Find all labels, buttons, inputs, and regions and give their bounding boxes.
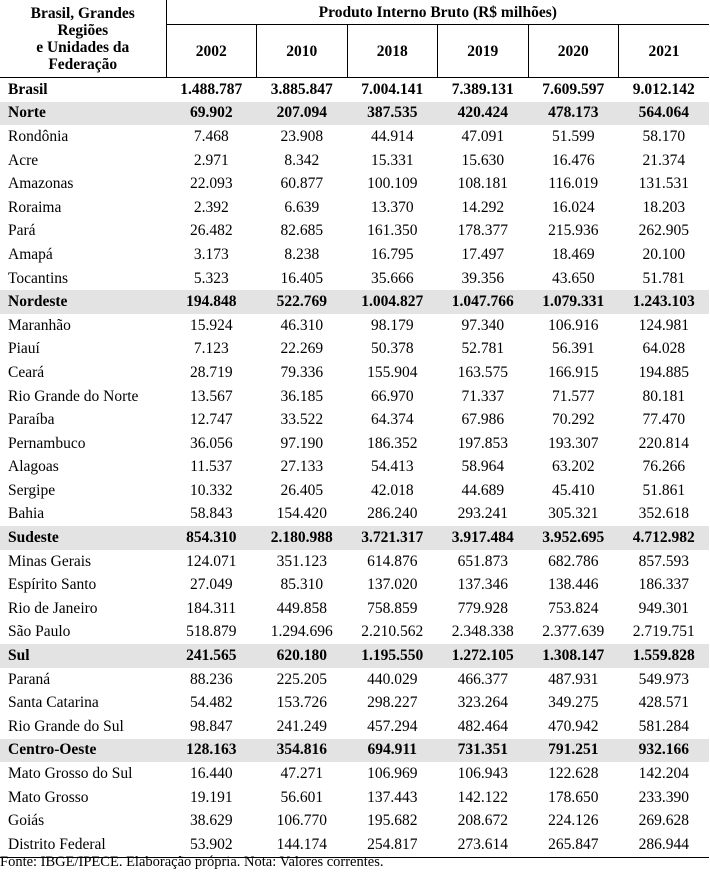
gdp-value-cell: 220.814 — [638, 434, 689, 452]
gdp-value-cell: 2.348.338 — [451, 623, 514, 641]
year-header: 2021 — [619, 25, 710, 78]
gdp-value-cell: 100.109 — [367, 175, 418, 193]
corner-header-line: Brasil, Grandes — [30, 4, 135, 22]
gdp-value-cell: 3.917.484 — [438, 526, 529, 550]
gdp-value-cell: 128.163 — [166, 739, 257, 763]
gdp-value-cell: 124.071 — [186, 552, 237, 570]
gdp-value-cell: 3.885.847 — [270, 80, 333, 98]
gdp-value-cell: 215.936 — [548, 222, 599, 240]
row-label: Norte — [0, 102, 166, 126]
gdp-value-cell: 8.342 — [284, 151, 320, 169]
gdp-value-cell: 620.180 — [257, 644, 348, 668]
gdp-value-cell: 466.377 — [457, 670, 508, 688]
gdp-value-cell: 7.609.597 — [542, 80, 605, 98]
gdp-value-cell: 16.440 — [189, 765, 233, 783]
gdp-value-cell: 28.719 — [189, 363, 233, 381]
table-row — [0, 408, 709, 432]
gdp-value-cell: 13.567 — [189, 387, 233, 405]
row-label: Pernambuco — [8, 434, 86, 452]
gdp-value-cell: 98.179 — [370, 316, 414, 334]
gdp-value-cell: 23.908 — [280, 127, 324, 145]
gdp-value-cell: 482.464 — [457, 717, 508, 735]
row-label: Sergipe — [8, 481, 56, 499]
year-header: 2018 — [347, 25, 438, 78]
row-label: Piauí — [8, 340, 40, 358]
gdp-value-cell: 144.174 — [257, 833, 348, 857]
gdp-value-cell: 10.332 — [189, 481, 233, 499]
gdp-value-cell: 137.020 — [367, 576, 418, 594]
table-row — [0, 196, 709, 220]
gdp-value-cell: 1.004.827 — [347, 290, 438, 314]
gdp-value-cell: 53.902 — [166, 833, 257, 857]
row-label: Tocantins — [8, 269, 69, 287]
gdp-value-cell: 52.781 — [461, 340, 505, 358]
row-label: Rio de Janeiro — [8, 599, 98, 617]
row-label: Santa Catarina — [8, 694, 99, 712]
gdp-value-cell: 351.123 — [276, 552, 327, 570]
gdp-value-cell: 178.377 — [457, 222, 508, 240]
gdp-value-cell: 36.056 — [189, 434, 233, 452]
gdp-value-cell: 142.204 — [638, 765, 689, 783]
gdp-value-cell: 487.931 — [548, 670, 599, 688]
gdp-value-cell: 20.100 — [642, 245, 686, 263]
gdp-value-cell: 293.241 — [457, 505, 508, 523]
region-row — [0, 102, 709, 126]
table-row — [0, 597, 709, 621]
gdp-value-cell: 854.310 — [166, 526, 257, 550]
gdp-value-cell: 791.251 — [528, 739, 619, 763]
gdp-value-cell: 7.468 — [193, 127, 229, 145]
gdp-value-cell: 758.859 — [367, 599, 418, 617]
table-row — [0, 220, 709, 244]
gdp-value-cell: 682.786 — [548, 552, 599, 570]
row-label: Goiás — [8, 812, 45, 830]
gdp-value-cell: 197.853 — [457, 434, 508, 452]
source-note: Fonte: IBGE/IPECE. Elaboração própria. Nota: Valores correntes. — [0, 854, 384, 870]
gdp-value-cell: 42.018 — [370, 481, 414, 499]
gdp-value-cell: 22.269 — [280, 340, 324, 358]
table-row — [0, 456, 709, 480]
table-row — [0, 786, 709, 810]
table-row — [0, 621, 709, 645]
gdp-value-cell: 66.970 — [370, 387, 414, 405]
gdp-value-cell: 3.721.317 — [347, 526, 438, 550]
gdp-value-cell: 64.028 — [642, 340, 686, 358]
row-label: Roraima — [8, 198, 62, 216]
row-label: Amapá — [8, 245, 53, 263]
gdp-value-cell: 857.593 — [638, 552, 689, 570]
gdp-value-cell: 38.629 — [189, 812, 233, 830]
row-label: Pará — [8, 222, 36, 240]
gdp-value-cell: 186.337 — [638, 576, 689, 594]
gdp-value-cell: 7.123 — [193, 340, 229, 358]
table-row — [0, 479, 709, 503]
gdp-value-cell: 13.370 — [370, 198, 414, 216]
gdp-value-cell: 11.537 — [190, 458, 233, 476]
gdp-value-cell: 420.424 — [438, 102, 529, 126]
gdp-value-cell: 286.240 — [367, 505, 418, 523]
gdp-value-cell: 323.264 — [457, 694, 508, 712]
row-label: Paraíba — [8, 411, 55, 429]
row-label: Sudeste — [0, 526, 166, 550]
gdp-value-cell: 21.374 — [642, 151, 686, 169]
gdp-value-cell: 50.378 — [370, 340, 414, 358]
gdp-value-cell: 354.816 — [257, 739, 348, 763]
table-row — [0, 432, 709, 456]
gdp-value-cell: 71.577 — [551, 387, 595, 405]
gdp-value-cell: 194.848 — [166, 290, 257, 314]
corner-header-line: Federação — [48, 55, 118, 73]
gdp-value-cell: 1.243.103 — [619, 290, 710, 314]
gdp-value-cell: 186.352 — [367, 434, 418, 452]
gdp-value-cell: 60.877 — [280, 175, 324, 193]
year-header: 2002 — [166, 25, 257, 78]
region-row — [0, 290, 709, 314]
gdp-value-cell: 138.446 — [548, 576, 599, 594]
row-label: Mato Grosso do Sul — [8, 765, 133, 783]
gdp-value-cell: 269.628 — [638, 812, 689, 830]
table-row — [0, 361, 709, 385]
gdp-value-cell: 27.049 — [189, 576, 233, 594]
region-row — [0, 644, 709, 668]
row-label: Bahia — [8, 505, 45, 523]
gdp-value-cell: 478.173 — [528, 102, 619, 126]
row-label: Rondônia — [8, 127, 69, 145]
gdp-value-cell: 54.482 — [189, 694, 233, 712]
gdp-value-cell: 522.769 — [257, 290, 348, 314]
gdp-value-cell: 106.969 — [367, 765, 418, 783]
gdp-value-cell: 194.885 — [638, 363, 689, 381]
row-label: Mato Grosso — [8, 788, 89, 806]
gdp-value-cell: 76.266 — [642, 458, 686, 476]
table-header — [0, 0, 709, 78]
year-header: 2010 — [257, 25, 348, 78]
gdp-value-cell: 35.666 — [370, 269, 414, 287]
gdp-value-cell: 1.272.105 — [438, 644, 529, 668]
gdp-value-cell: 614.876 — [367, 552, 418, 570]
row-label: Nordeste — [0, 290, 166, 314]
gdp-value-cell: 122.628 — [548, 765, 599, 783]
gdp-value-cell: 184.311 — [186, 599, 237, 617]
gdp-value-cell: 137.346 — [457, 576, 508, 594]
gdp-value-cell: 549.973 — [638, 670, 689, 688]
row-label: São Paulo — [8, 623, 71, 641]
gdp-value-cell: 195.682 — [367, 812, 418, 830]
region-row — [0, 739, 709, 763]
gdp-value-cell: 694.911 — [347, 739, 438, 763]
gdp-value-cell: 98.847 — [189, 717, 233, 735]
gdp-value-cell: 88.236 — [189, 670, 233, 688]
gdp-value-cell: 142.122 — [457, 788, 508, 806]
gdp-value-cell: 225.205 — [276, 670, 327, 688]
gdp-value-cell: 233.390 — [638, 788, 689, 806]
gdp-value-cell: 56.391 — [551, 340, 595, 358]
gdp-value-cell: 949.301 — [638, 599, 689, 617]
gdp-value-cell: 224.126 — [548, 812, 599, 830]
gdp-value-cell: 166.915 — [548, 363, 599, 381]
gdp-value-cell: 58.170 — [642, 127, 686, 145]
gdp-value-cell: 17.497 — [461, 245, 505, 263]
row-label: Rio Grande do Norte — [8, 387, 139, 405]
gdp-value-cell: 6.639 — [284, 198, 320, 216]
gdp-value-cell: 2.180.988 — [257, 526, 348, 550]
gdp-value-cell: 2.719.751 — [632, 623, 695, 641]
gdp-value-cell: 265.847 — [528, 833, 619, 857]
gdp-value-cell: 69.902 — [166, 102, 257, 126]
gdp-value-cell: 51.861 — [642, 481, 686, 499]
gdp-value-cell: 8.238 — [284, 245, 320, 263]
gdp-value-cell: 178.650 — [548, 788, 599, 806]
gdp-value-cell: 58.843 — [189, 505, 233, 523]
gdp-value-cell: 163.575 — [457, 363, 508, 381]
table-row — [0, 762, 709, 786]
table-row — [0, 715, 709, 739]
region-row — [0, 526, 709, 550]
gdp-value-cell: 286.944 — [619, 833, 710, 857]
table-row — [0, 385, 709, 409]
gdp-value-cell: 51.599 — [551, 127, 595, 145]
table-row — [0, 668, 709, 692]
gdp-value-cell: 9.012.142 — [632, 80, 695, 98]
gdp-value-cell: 44.914 — [370, 127, 414, 145]
corner-header — [0, 0, 166, 78]
year-header: 2020 — [528, 25, 619, 78]
gdp-value-cell: 47.091 — [461, 127, 505, 145]
gdp-value-cell: 47.271 — [280, 765, 324, 783]
gdp-value-cell: 7.389.131 — [451, 80, 514, 98]
gdp-value-cell: 106.943 — [457, 765, 508, 783]
gdp-value-cell: 470.942 — [548, 717, 599, 735]
gdp-value-cell: 161.350 — [367, 222, 418, 240]
gdp-value-cell: 116.019 — [548, 175, 599, 193]
gdp-value-cell: 97.190 — [280, 434, 324, 452]
gdp-value-cell: 1.559.828 — [619, 644, 710, 668]
gdp-value-cell: 137.443 — [367, 788, 418, 806]
gdp-value-cell: 46.310 — [280, 316, 324, 334]
gdp-value-cell: 1.079.331 — [528, 290, 619, 314]
gdp-value-cell: 153.726 — [276, 694, 327, 712]
table-row — [0, 314, 709, 338]
gdp-value-cell: 449.858 — [276, 599, 327, 617]
gdp-value-cell: 2.971 — [193, 151, 229, 169]
gdp-value-cell: 298.227 — [367, 694, 418, 712]
gdp-value-cell: 71.337 — [461, 387, 505, 405]
gdp-value-cell: 731.351 — [438, 739, 529, 763]
gdp-value-cell: 457.294 — [367, 717, 418, 735]
row-label: Sul — [0, 644, 166, 668]
gdp-value-cell: 352.618 — [638, 505, 689, 523]
row-label: Acre — [8, 151, 39, 169]
table-row — [0, 243, 709, 267]
row-label: Distrito Federal — [0, 833, 166, 857]
gdp-value-cell: 36.185 — [280, 387, 324, 405]
gdp-value-cell: 12.747 — [189, 411, 233, 429]
gdp-value-cell: 106.916 — [548, 316, 599, 334]
gdp-value-cell: 208.672 — [457, 812, 508, 830]
gdp-value-cell: 387.535 — [347, 102, 438, 126]
gdp-value-cell: 2.210.562 — [361, 623, 424, 641]
table-body — [0, 78, 709, 858]
gdp-value-cell: 56.601 — [280, 788, 324, 806]
table-row — [0, 550, 709, 574]
row-label: Minas Gerais — [8, 552, 92, 570]
gdp-value-cell: 16.795 — [370, 245, 414, 263]
gdp-value-cell: 1.294.696 — [270, 623, 333, 641]
gdp-value-cell: 19.191 — [189, 788, 233, 806]
gdp-value-cell: 518.879 — [186, 623, 237, 641]
row-label: Brasil — [8, 80, 48, 98]
gdp-value-cell: 54.413 — [370, 458, 414, 476]
gdp-value-cell: 16.405 — [280, 269, 324, 287]
gdp-value-cell: 124.981 — [638, 316, 689, 334]
table-row — [0, 573, 709, 597]
gdp-value-cell: 651.873 — [457, 552, 508, 570]
row-label: Espírito Santo — [8, 576, 97, 594]
gdp-value-cell: 155.904 — [367, 363, 418, 381]
gdp-value-cell: 1.195.550 — [347, 644, 438, 668]
gdp-value-cell: 18.203 — [642, 198, 686, 216]
gdp-value-cell: 581.284 — [638, 717, 689, 735]
gdp-value-cell: 14.292 — [461, 198, 505, 216]
table-row — [0, 809, 709, 833]
gdp-value-cell: 79.336 — [280, 363, 324, 381]
gdp-value-cell: 3.952.695 — [528, 526, 619, 550]
table-row — [0, 503, 709, 527]
gdp-value-cell: 428.571 — [638, 694, 689, 712]
gdp-value-cell: 45.410 — [551, 481, 595, 499]
gdp-value-cell: 254.817 — [347, 833, 438, 857]
gdp-value-cell: 564.064 — [619, 102, 710, 126]
gdp-value-cell: 15.630 — [461, 151, 505, 169]
gdp-value-cell: 4.712.982 — [619, 526, 710, 550]
gdp-value-cell: 33.522 — [280, 411, 324, 429]
gdp-value-cell: 3.173 — [193, 245, 229, 263]
gdp-value-cell: 154.420 — [276, 505, 327, 523]
gdp-value-cell: 932.166 — [619, 739, 710, 763]
row-label: Rio Grande do Sul — [8, 717, 124, 735]
gdp-value-cell: 1.047.766 — [438, 290, 529, 314]
gdp-value-cell: 2.392 — [193, 198, 229, 216]
gdp-value-cell: 97.340 — [461, 316, 505, 334]
gdp-value-cell: 2.377.639 — [542, 623, 605, 641]
gdp-value-cell: 80.181 — [642, 387, 686, 405]
row-label: Maranhão — [8, 316, 71, 334]
corner-header-line: Regiões — [57, 21, 109, 39]
gdp-value-cell: 63.202 — [551, 458, 595, 476]
gdp-value-cell: 241.249 — [276, 717, 327, 735]
table-row — [0, 338, 709, 362]
gdp-value-cell: 22.093 — [189, 175, 233, 193]
gdp-value-cell: 26.482 — [189, 222, 233, 240]
gdp-value-cell: 1.488.787 — [180, 80, 243, 98]
gdp-value-cell: 106.770 — [276, 812, 327, 830]
gdp-value-cell: 131.531 — [638, 175, 689, 193]
row-label: Ceará — [8, 363, 45, 381]
gdp-value-cell: 77.470 — [642, 411, 686, 429]
total-row — [0, 78, 709, 102]
row-label: Centro-Oeste — [0, 739, 166, 763]
gdp-value-cell: 70.292 — [551, 411, 595, 429]
gdp-value-cell: 5.323 — [193, 269, 229, 287]
gdp-value-cell: 7.004.141 — [361, 80, 424, 98]
gdp-value-cell: 753.824 — [548, 599, 599, 617]
table-row — [0, 267, 709, 291]
gdp-value-cell: 16.476 — [551, 151, 595, 169]
gdp-value-cell: 67.986 — [461, 411, 505, 429]
gdp-value-cell: 207.094 — [257, 102, 348, 126]
gdp-value-cell: 349.275 — [548, 694, 599, 712]
gdp-value-cell: 85.310 — [280, 576, 324, 594]
gdp-value-cell: 273.614 — [438, 833, 529, 857]
gdp-value-cell: 82.685 — [280, 222, 324, 240]
table-row — [0, 149, 709, 173]
gdp-group-header: Produto Interno Bruto (R$ milhões) — [166, 0, 709, 25]
year-header: 2019 — [438, 25, 529, 78]
table-row — [0, 691, 709, 715]
gdp-value-cell: 43.650 — [551, 269, 595, 287]
table-row — [0, 125, 709, 149]
row-label: Alagoas — [8, 458, 59, 476]
gdp-value-cell: 16.024 — [551, 198, 595, 216]
gdp-value-cell: 51.781 — [642, 269, 686, 287]
gdp-value-cell: 241.565 — [166, 644, 257, 668]
gdp-value-cell: 18.469 — [551, 245, 595, 263]
gdp-value-cell: 15.331 — [370, 151, 414, 169]
gdp-value-cell: 44.689 — [461, 481, 505, 499]
gdp-value-cell: 26.405 — [280, 481, 324, 499]
row-label: Amazonas — [8, 175, 74, 193]
gdp-value-cell: 1.308.147 — [528, 644, 619, 668]
gdp-value-cell: 27.133 — [280, 458, 324, 476]
table-row — [0, 172, 709, 196]
gdp-value-cell: 262.905 — [638, 222, 689, 240]
gdp-value-cell: 15.924 — [189, 316, 233, 334]
gdp-value-cell: 58.964 — [461, 458, 505, 476]
gdp-value-cell: 440.029 — [367, 670, 418, 688]
gdp-value-cell: 64.374 — [370, 411, 414, 429]
gdp-value-cell: 305.321 — [548, 505, 599, 523]
gdp-value-cell: 779.928 — [457, 599, 508, 617]
gdp-value-cell: 108.181 — [457, 175, 508, 193]
corner-header-line: e Unidades da — [36, 38, 130, 56]
gdp-value-cell: 39.356 — [461, 269, 505, 287]
gdp-value-cell: 193.307 — [548, 434, 599, 452]
row-label: Paraná — [8, 670, 51, 688]
